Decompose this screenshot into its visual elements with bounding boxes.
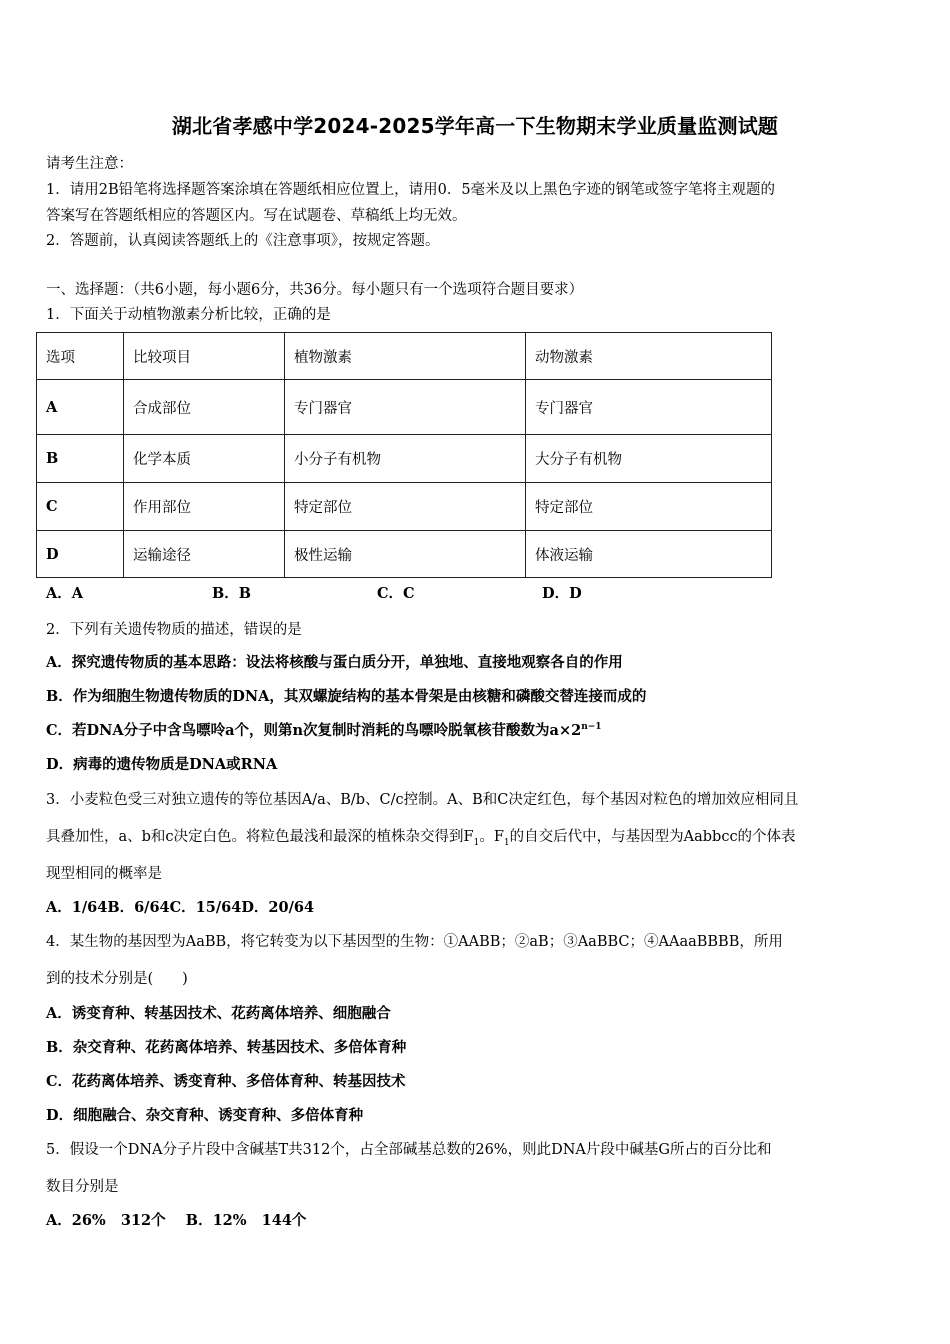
q2-option-c-exponent: n−1: [581, 722, 602, 733]
table-cell: 特定部位: [285, 483, 526, 531]
table-cell: 作用部位: [124, 483, 285, 531]
q1-option-d: D．D: [542, 585, 582, 602]
table-row: [37, 435, 772, 483]
table-cell: 极性运输: [285, 531, 526, 578]
q1-option-a: A．A: [46, 585, 84, 602]
q3-subscript: 1: [473, 837, 480, 848]
table-cell: 特定部位: [526, 483, 772, 531]
q5-options: A．26% 312个 B．12% 144个: [46, 1212, 307, 1229]
table-cell: 合成部位: [124, 380, 285, 435]
table-cell: A: [37, 380, 124, 435]
table-cell: 化学本质: [124, 435, 285, 483]
q5-line-2: 数目分别是: [46, 1179, 119, 1195]
table-row: [37, 380, 772, 435]
table-cell: 体液运输: [526, 531, 772, 578]
q3-line-1: 3．小麦粒色受三对独立遗传的等位基因A/a、B/b、C/c控制。A、B和C决定红色，每个基因对粒色的增加效应相同且: [46, 792, 799, 808]
q4-option-c: C．花药离体培养、诱变育种、多倍体育种、转基因技术: [46, 1073, 406, 1090]
comparison-table: [36, 332, 772, 578]
q3-line-2: [46, 825, 796, 848]
q2-option-b: B．作为细胞生物遗传物质的DNA，其双螺旋结构的基本骨架是由核糖和磷酸交替连接而成的: [46, 688, 647, 705]
q2-option-d: D．病毒的遗传物质是DNA或RNA: [46, 756, 278, 773]
q5-line-1: 5．假设一个DNA分子片段中含碱基T共312个，占全部碱基总数的26%，则此DNA片段中碱基G所占的百分比和: [46, 1142, 772, 1158]
section-heading: 一、选择题：（共6小题，每小题6分，共36分。每小题只有一个选项符合题目要求）: [46, 282, 584, 298]
q2-option-c: [46, 719, 602, 740]
table-header-row: [37, 333, 772, 380]
q4-line-1: 4．某生物的基因型为AaBB，将它转变为以下基因型的生物：①AABB；②aB；③AaBBC；④AAaaBBBB，所用: [46, 934, 783, 950]
table-header-cell: 植物激素: [285, 333, 526, 380]
q3-options: A．1/64B．6/64C．15/64D．20/64: [46, 899, 315, 916]
q4-option-b: B．杂交育种、花药离体培养、转基因技术、多倍体育种: [46, 1039, 407, 1056]
table-header-cell: 动物激素: [526, 333, 772, 380]
q3-line-2c: 的自交后代中，与基因型为Aabbcc的个体表: [509, 829, 796, 845]
notice-heading: 请考生注意：: [46, 156, 133, 172]
q4-option-a: A．诱变育种、转基因技术、花药离体培养、细胞融合: [46, 1005, 391, 1022]
q2-option-c-text: C．若DNA分子中含鸟嘌呤a个，则第n次复制时消耗的鸟嘌呤脱氧核苷酸数为a×2: [46, 722, 582, 739]
table-header-cell: 选项: [37, 333, 124, 380]
table-cell: 大分子有机物: [526, 435, 772, 483]
notice-item-1a: 1．请用2B铅笔将选择题答案涂填在答题纸相应位置上，请用0．5毫米及以上黑色字迹的钢笔或签字笔将主观题的: [46, 182, 776, 198]
table-cell: D: [37, 531, 124, 578]
q4-line-2: 到的技术分别是( ): [46, 971, 188, 987]
table-row: [37, 483, 772, 531]
table-cell: 小分子有机物: [285, 435, 526, 483]
table-cell: 专门器官: [526, 380, 772, 435]
table-header-cell: 比较项目: [124, 333, 285, 380]
table-row: [37, 531, 772, 578]
table-cell: B: [37, 435, 124, 483]
q1-stem: 1．下面关于动植物激素分析比较，正确的是: [46, 307, 331, 323]
q1-option-b: B．B: [212, 585, 252, 602]
notice-item-2: 2．答题前，认真阅读答题纸上的《注意事项》，按规定答题。: [46, 233, 440, 249]
q1-option-c: C．C: [377, 585, 415, 602]
q4-option-d: D．细胞融合、杂交育种、诱变育种、多倍体育种: [46, 1107, 364, 1124]
notice-item-1b: 答案写在答题纸相应的答题区内。写在试题卷、草稿纸上均无效。: [46, 208, 467, 224]
q2-option-a: A．探究遗传物质的基本思路：设法将核酸与蛋白质分开，单独地、直接地观察各自的作用: [46, 654, 623, 671]
q3-subscript: 1: [503, 837, 510, 848]
q3-line-2b: 。F: [479, 829, 504, 845]
table-cell: 专门器官: [285, 380, 526, 435]
q2-stem: 2．下列有关遗传物质的描述，错误的是: [46, 622, 302, 638]
table-cell: C: [37, 483, 124, 531]
q3-line-2a: 具叠加性，a、b和c决定白色。将粒色最浅和最深的植株杂交得到F: [46, 829, 474, 845]
table-cell: 运输途径: [124, 531, 285, 578]
page-title: 湖北省孝感中学2024-2025学年高一下生物期末学业质量监测试题: [171, 114, 779, 138]
q3-line-3: 现型相同的概率是: [46, 866, 162, 882]
